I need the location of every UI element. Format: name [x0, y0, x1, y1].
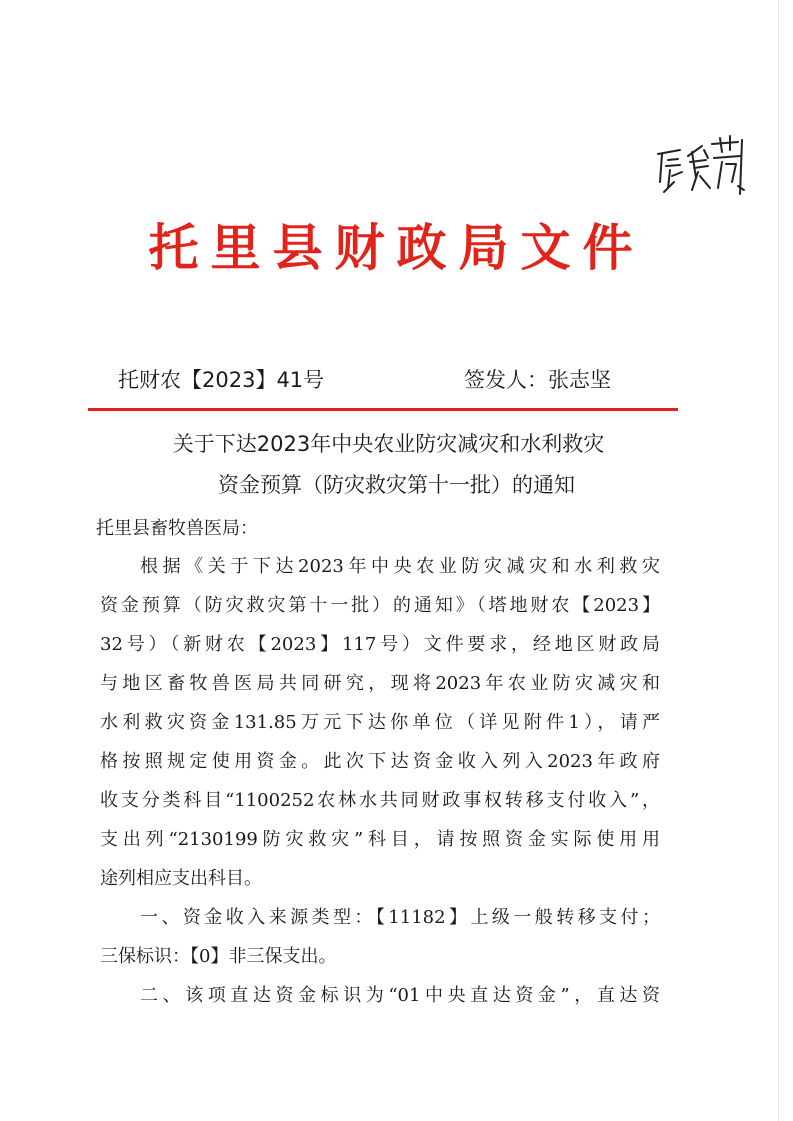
body-line: 支出列“2130199防灾救灾”科目，请按照资金实际使用用	[100, 829, 660, 850]
body-line: 途列相应支出科目。	[100, 868, 262, 889]
agency-header-title: 托里县财政局文件	[148, 218, 645, 277]
body-line: 一、资金收入来源类型：【11182】上级一般转移支付；	[140, 907, 660, 928]
addressee: 托里县畜牧兽医局：	[96, 518, 258, 539]
body-line: 根据《关于下达2023年中央农业防灾减灾和水利救灾	[140, 556, 660, 577]
body-line: 三保标识：【0】非三保支出。	[100, 946, 337, 967]
notice-title-line-1: 关于下达2023年中央农业防灾减灾和水利救灾	[172, 432, 605, 456]
document-number: 托财农【2023】41号	[118, 368, 325, 392]
body-line: 资金预算（防灾救灾第十一批）的通知》（塔地财农【2023】	[100, 595, 660, 616]
scan-edge-line	[778, 0, 779, 1121]
body-line: 格按照规定使用资金。此次下达资金收入列入2023年政府	[100, 751, 660, 772]
notice-title-line-2: 资金预算（防灾救灾第十一批）的通知	[218, 473, 575, 497]
body-line: 收支分类科目“1100252农林水共同财政事权转移支付收入”，	[100, 790, 660, 811]
issuer-signer: 签发人：张志坚	[464, 368, 611, 392]
body-line: 二、该项直达资金标识为“01中央直达资金”，直达资	[140, 985, 660, 1006]
body-line: 水利救灾资金131.85万元下达你单位（详见附件1），请严	[100, 712, 660, 733]
body-line: 32号）（新财农【2023】117号）文件要求，经地区财政局	[100, 634, 660, 655]
handwritten-signature	[652, 132, 748, 200]
red-divider	[88, 408, 678, 411]
body-line: 与地区畜牧兽医局共同研究，现将2023年农业防灾减灾和	[100, 673, 660, 694]
